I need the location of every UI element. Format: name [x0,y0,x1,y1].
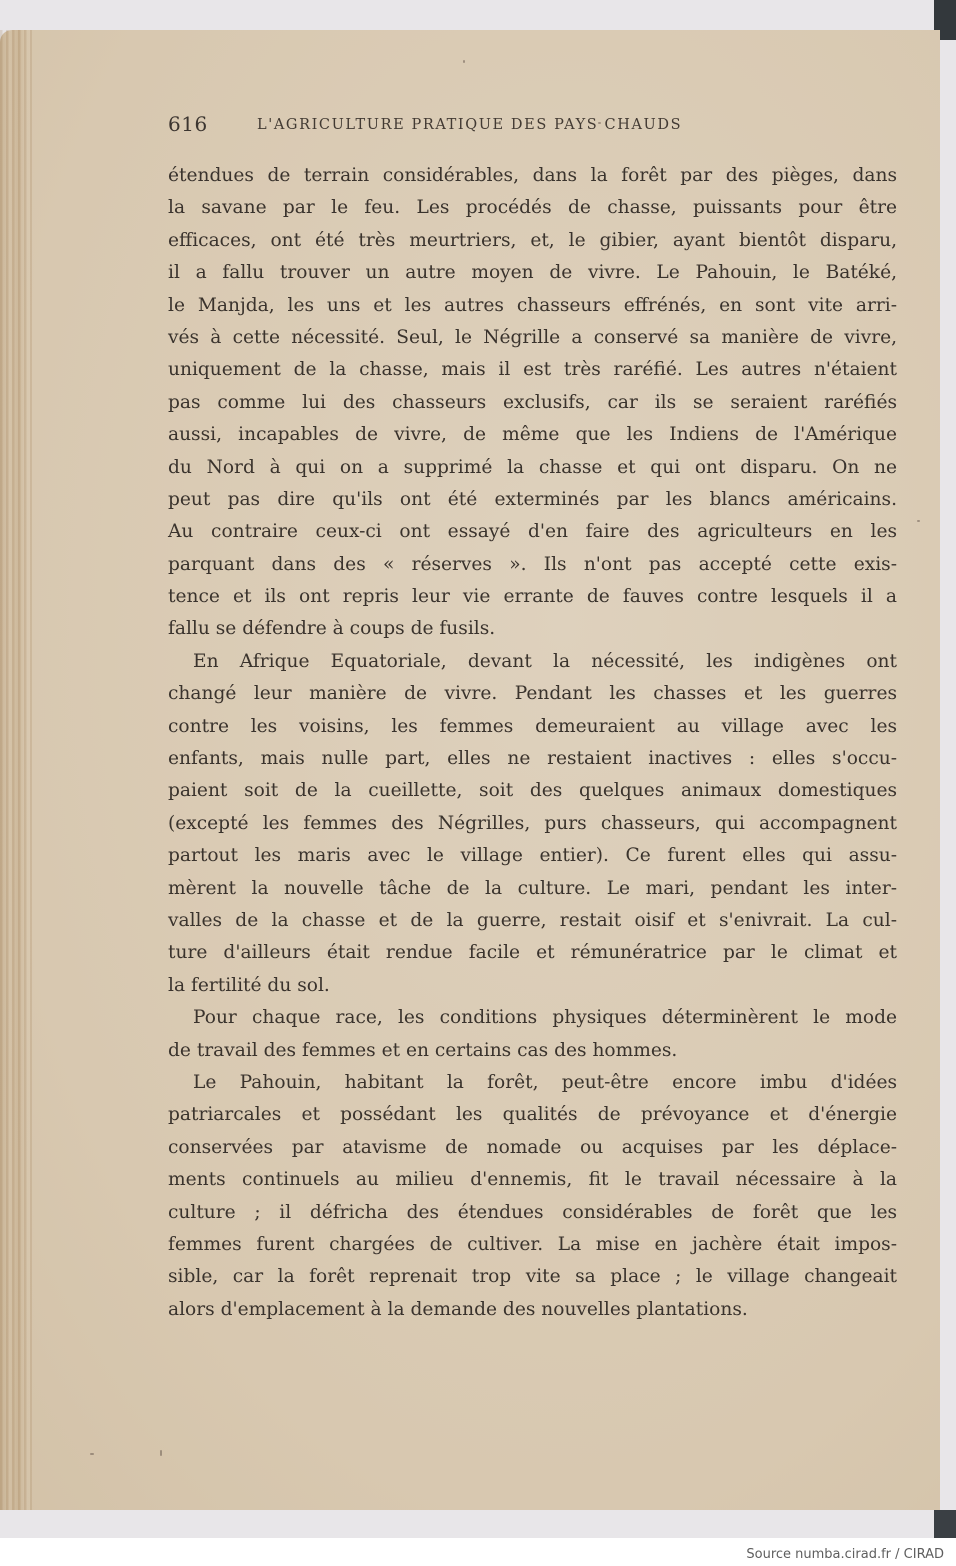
text-line: fallu se défendre à coups de fusils. [168,618,496,640]
text-line: étendues de terrain considérables, dans la forêt par des pièges, dans [168,165,897,186]
text-line: peut pas dire qu'ils ont été exterminés par les blancs américains. [168,488,897,510]
text-line: paient soit de la cueillette, soit des quelques animaux domestiques [168,780,897,802]
text-line: mèrent la nouvelle tâche de la culture. Le mari, pendant les inter- [168,877,897,899]
text-line: uniquement de la chasse, mais il est très raréfié. Les autres n'étaient [168,359,897,381]
body-text [168,160,897,1326]
text-line: parquant dans des « réserves ». Ils n'ont pas accepté cette exis- [168,553,897,575]
text-line: partout les maris avec le village entier). Ce furent elles qui assu- [168,845,897,867]
text-line: la fertilité du sol. [168,974,330,996]
text-line: En Afrique Equatoriale, devant la nécessité, les indigènes ont [193,650,897,672]
page-number: 616 [168,112,208,136]
paragraph-2 [168,646,897,1002]
text-line: sible, car la forêt reprenait trop vite sa place ; le village changeait [168,1266,897,1288]
text-line: aussi, incapables de vivre, de même que les Indiens de l'Amérique [168,424,897,446]
text-line: Au contraire ceux-ci ont essayé d'en faire des agriculteurs en les [168,521,897,543]
scanner-edge-bottom [934,1510,956,1538]
text-line: Pour chaque race, les conditions physiques déterminèrent le mode [193,1007,897,1029]
paper-speck [917,520,920,522]
page-header [168,112,900,142]
paragraph-1 [168,160,897,646]
running-title: L'AGRICULTURE PRATIQUE DES PAYS CHAUDS [257,117,683,133]
text-line: il a fallu trouver un autre moyen de vivre. Le Pahouin, le Batéké, [168,262,897,284]
text-line: conservées par atavisme de nomade ou acquises par les déplace- [168,1136,897,1158]
text-line: ture d'ailleurs était rendue facile et rémunératrice par le climat et [168,942,897,964]
text-line: contre les voisins, les femmes demeuraient au village avec les [168,715,897,737]
text-line: (excepté les femmes des Négrilles, purs chasseurs, qui accompagnent [168,812,897,834]
page-edge-stack [0,30,32,1510]
paragraph-3 [168,1002,897,1067]
text-line: patriarcales et possédant les qualités de prévoyance et d'énergie [168,1104,897,1126]
paper-speck [160,1450,162,1456]
text-line: efficaces, ont été très meurtriers, et, le gibier, ayant bientôt disparu, [168,229,897,251]
text-line: alors d'emplacement à la demande des nouvelles plantations. [168,1298,748,1320]
text-line: Le Pahouin, habitant la forêt, peut-être encore imbu d'idées [193,1071,897,1093]
text-line: valles de la chasse et de la guerre, restait oisif et s'enivrait. La cul- [168,909,897,931]
text-line: femmes furent chargées de cultiver. La mise en jachère était impos- [168,1233,897,1255]
text-line: la savane par le feu. Les procédés de chasse, puissants pour être [168,197,897,219]
text-line: tence et ils ont repris leur vie errante de fauves contre lesquels il a [168,586,897,608]
text-line: culture ; il défricha des étendues considérables de forêt que les [168,1201,897,1223]
paper-speck [90,1453,94,1455]
text-line: changé leur manière de vivre. Pendant les chasses et les guerres [168,683,897,705]
source-caption: Source numba.cirad.fr / CIRAD [746,1547,944,1562]
text-line: de travail des femmes et en certains cas des hommes. [168,1039,678,1061]
text-line: vés à cette nécessité. Seul, le Négrille a conservé sa manière de vivre, [168,326,897,348]
text-line: le Manjda, les uns et les autres chasseurs effrénés, en sont vite arri- [168,294,897,316]
paper-speck [463,60,465,63]
paragraph-4 [168,1067,897,1326]
text-line: enfants, mais nulle part, elles ne restaient inactives : elles s'occu- [168,748,897,770]
text-line: ments continuels au milieu d'ennemis, fit le travail nécessaire à la [168,1169,897,1191]
text-line: du Nord à qui on a supprimé la chasse et qui ont disparu. On ne [168,456,897,478]
text-line: pas comme lui des chasseurs exclusifs, car ils se seraient raréfiés [168,391,897,413]
